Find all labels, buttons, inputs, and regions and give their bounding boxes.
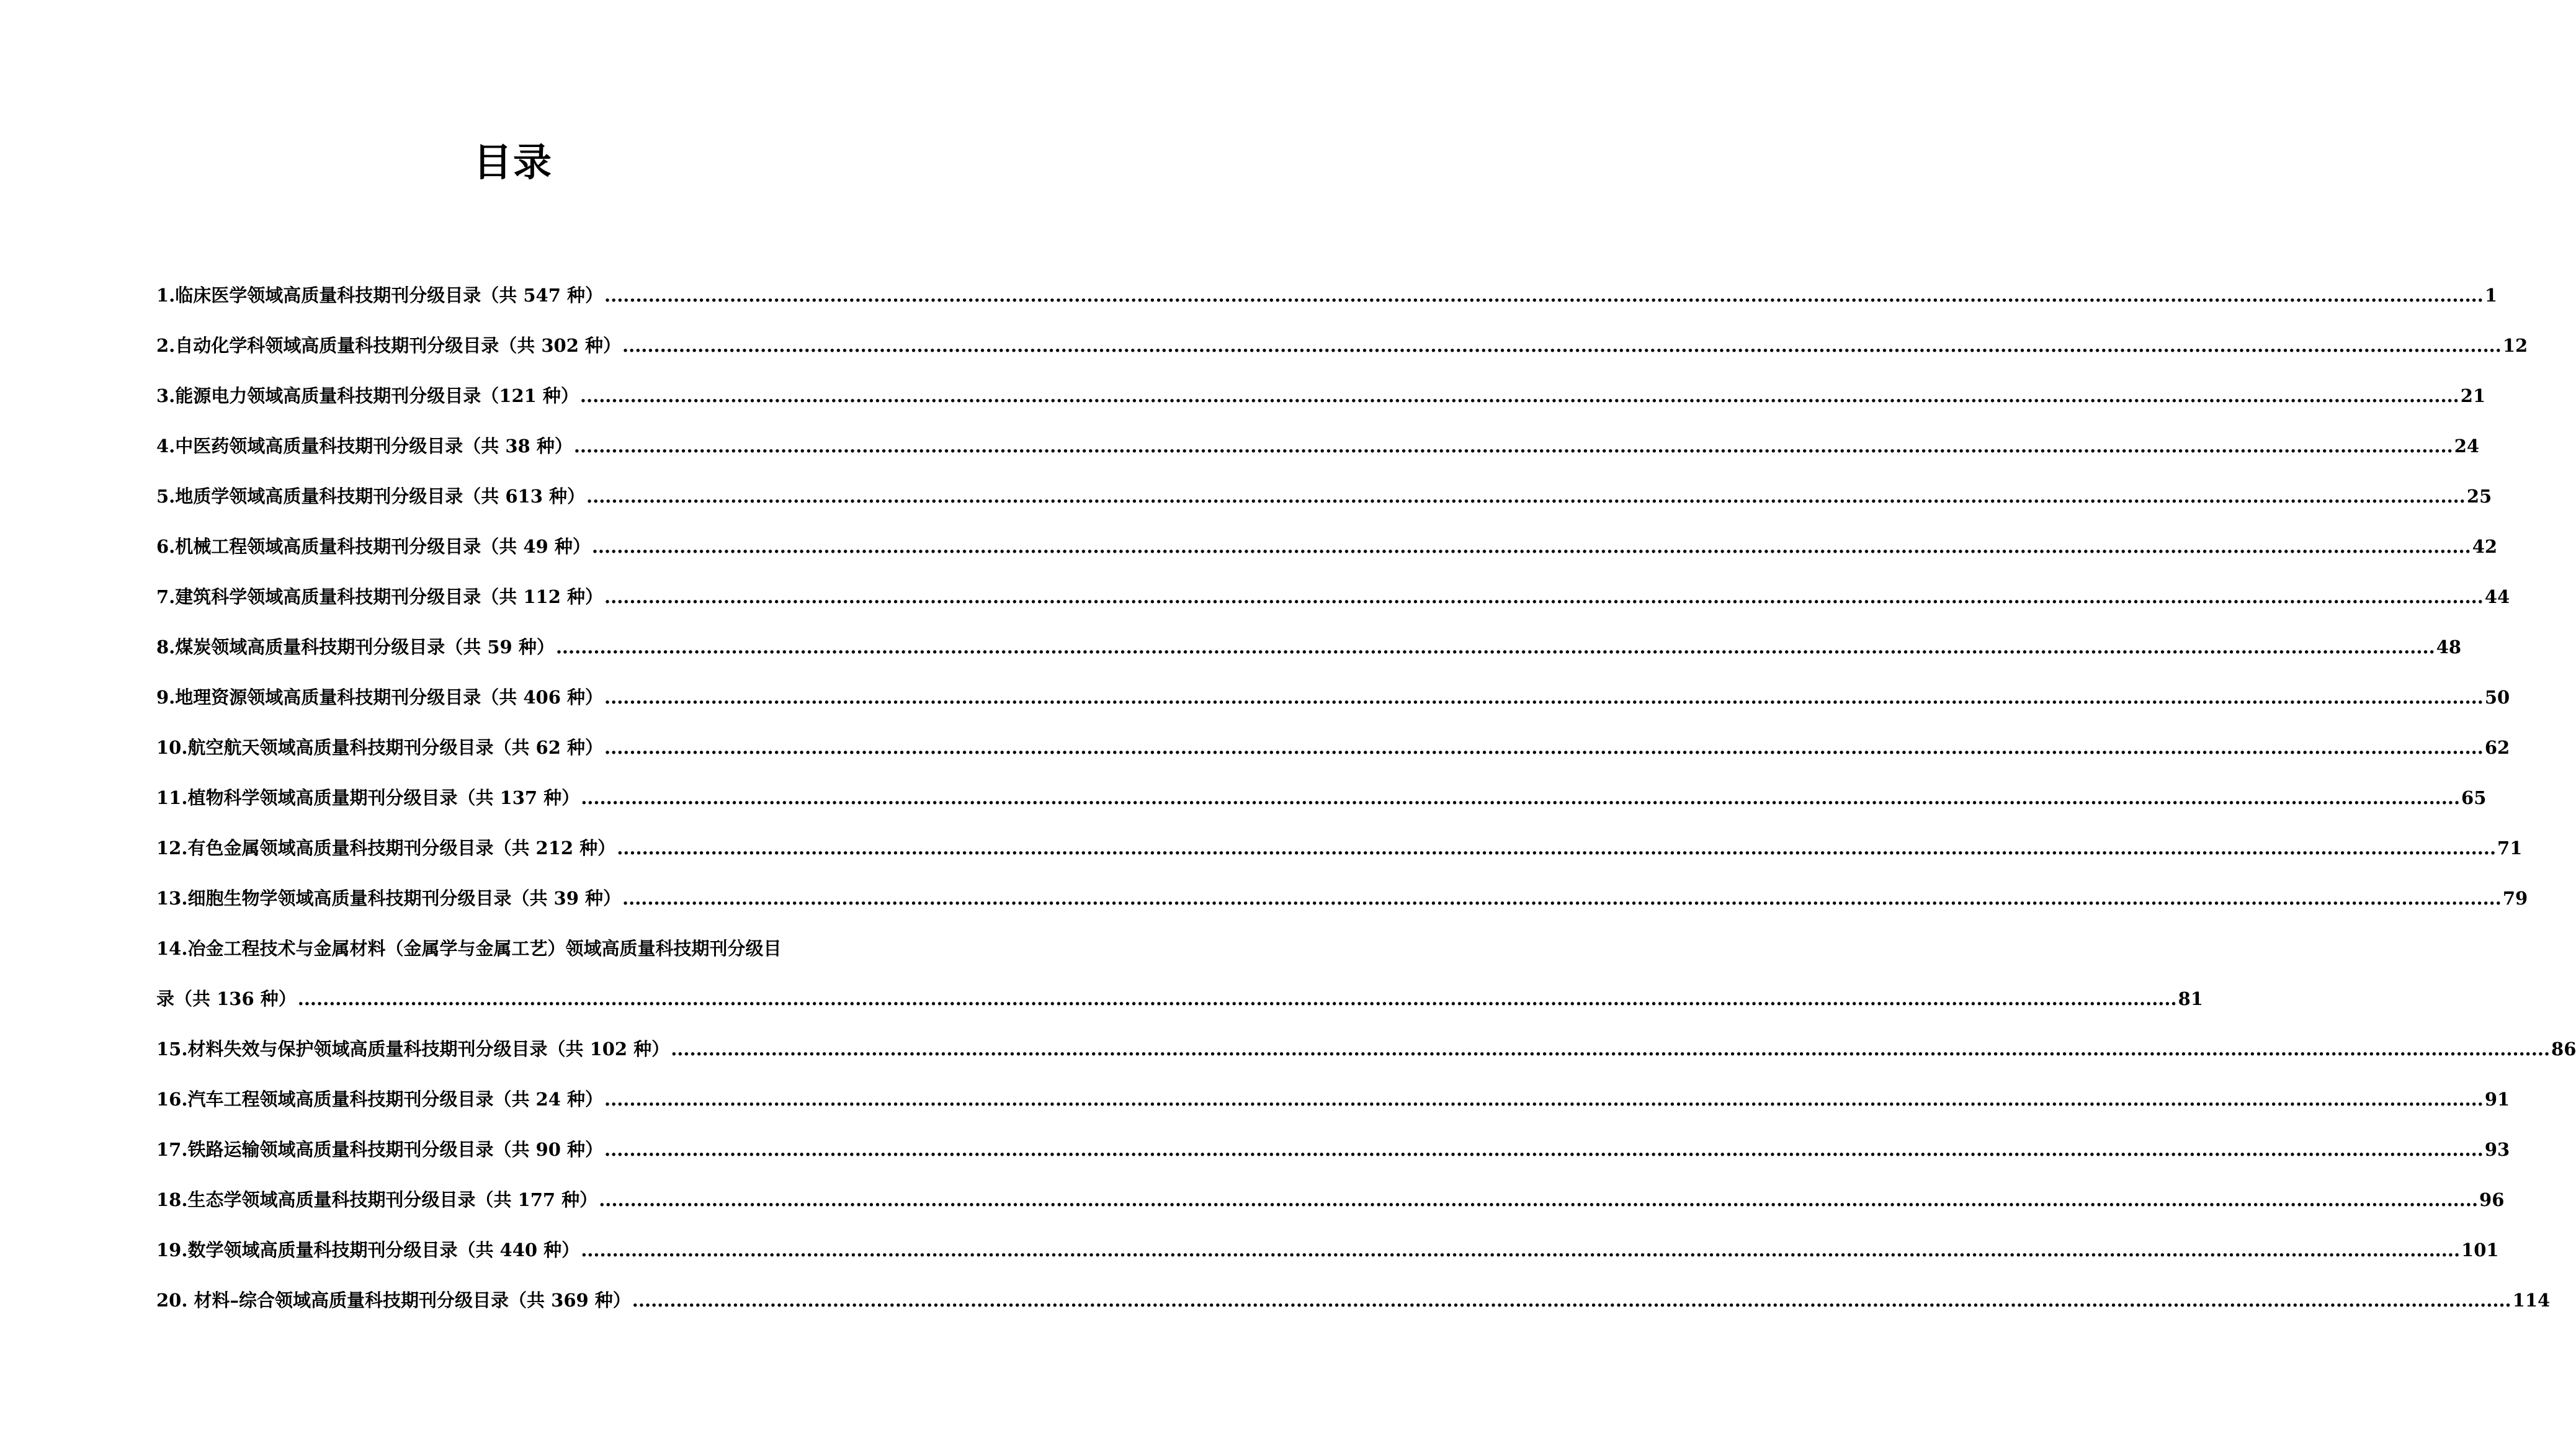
toc-entry-title: 11.植物科学领域高质量期刊分级目录（共 137 种） (156, 787, 580, 808)
toc-page-number: 62 (2484, 737, 2510, 758)
dot-leader: ............................................................................................................................................................................................................................................................................................................ (581, 787, 2461, 808)
toc-page-number: 42 (2472, 536, 2498, 557)
dot-leader: ............................................................................................................................................................................................................................................................................................................ (671, 1038, 2551, 1060)
toc-entry-7[interactable] (156, 586, 2510, 608)
dot-leader: ............................................................................................................................................................................................................................................................................................................ (604, 1089, 2484, 1110)
toc-page-number: 114 (2512, 1290, 2551, 1311)
toc-entry-2[interactable] (156, 334, 2528, 357)
toc-page-number: 12 (2502, 335, 2528, 356)
toc-entry-10[interactable] (156, 736, 2510, 759)
toc-entry-title: 3.能源电力领域高质量科技期刊分级目录（121 种） (156, 385, 579, 406)
toc-page-number: 44 (2484, 586, 2510, 607)
toc-entry-title: 8.煤炭领域高质量科技期刊分级目录（共 59 种） (156, 636, 555, 658)
toc-page-number: 93 (2484, 1139, 2510, 1160)
toc-page-number: 48 (2436, 636, 2462, 658)
toc-entry-20[interactable] (156, 1289, 2551, 1311)
toc-entry-title-line-1: 14.冶金工程技术与金属材料（金属学与金属工艺）领域高质量科技期刊分级目 (156, 938, 782, 959)
dot-leader: ............................................................................................................................................................................................................................................................................................................ (555, 636, 2435, 658)
dot-leader: ............................................................................................................................................................................................................................................................................................................ (604, 687, 2484, 708)
toc-entry-title: 16.汽车工程领域高质量科技期刊分级目录（共 24 种） (156, 1089, 604, 1110)
toc-entry-9[interactable] (156, 686, 2510, 708)
toc-page-number: 50 (2484, 687, 2510, 708)
toc-entry-title: 5.地质学领域高质量科技期刊分级目录（共 613 种） (156, 486, 586, 507)
toc-page-number: 101 (2461, 1239, 2499, 1261)
toc-entry-title: 9.地理资源领域高质量科技期刊分级目录（共 406 种） (156, 687, 604, 708)
dot-leader: ............................................................................................................................................................................................................................................................................................................ (617, 837, 2497, 859)
toc-entry-title: 13.细胞生物学领域高质量科技期刊分级目录（共 39 种） (156, 888, 622, 909)
toc-page-number: 65 (2461, 787, 2487, 808)
toc-entry-title: 6.机械工程领域高质量科技期刊分级目录（共 49 种） (156, 536, 591, 557)
toc-entry-6[interactable] (156, 535, 2498, 558)
toc-page-number: 21 (2460, 385, 2486, 406)
toc-page-number: 86 (2551, 1038, 2576, 1060)
dot-leader: ............................................................................................................................................................................................................................................................................................................ (632, 1290, 2511, 1311)
toc-entry-title: 15.材料失效与保护领域高质量科技期刊分级目录（共 102 种） (156, 1038, 670, 1060)
toc-entry-19[interactable] (156, 1239, 2499, 1261)
toc-page-number: 96 (2479, 1189, 2505, 1210)
toc-page-number: 91 (2484, 1089, 2510, 1110)
toc-entry-title: 12.有色金属领域高质量科技期刊分级目录（共 212 种） (156, 837, 616, 859)
dot-leader: ............................................................................................................................................................................................................................................................................................................ (604, 737, 2484, 758)
toc-entry-title: 4.中医药领域高质量科技期刊分级目录（共 38 种） (156, 435, 573, 457)
dot-leader: ............................................................................................................................................................................................................................................................................................................ (579, 385, 2459, 406)
dot-leader: ............................................................................................................................................................................................................................................................................................................ (591, 536, 2471, 557)
toc-entry-3[interactable] (156, 385, 2486, 407)
toc-entry-8[interactable] (156, 636, 2462, 658)
dot-leader: ............................................................................................................................................................................................................................................................................................................ (604, 285, 2484, 306)
toc-entry-1[interactable] (156, 284, 2498, 306)
toc-entry-12[interactable] (156, 837, 2523, 859)
dot-leader: ............................................................................................................................................................................................................................................................................................................ (604, 1139, 2484, 1160)
toc-entry-16[interactable] (156, 1088, 2510, 1110)
toc-page-number: 81 (2178, 988, 2203, 1009)
toc-entry-14[interactable] (156, 937, 2203, 1010)
dot-leader: ............................................................................................................................................................................................................................................................................................................ (297, 988, 2177, 1009)
toc-page-number: 79 (2502, 888, 2528, 909)
toc-entry-title: 录（共 136 种） (156, 988, 297, 1009)
table-of-contents (156, 284, 2576, 1339)
dot-leader: ............................................................................................................................................................................................................................................................................................................ (622, 335, 2502, 356)
toc-entry-5[interactable] (156, 485, 2492, 507)
toc-entry-11[interactable] (156, 787, 2487, 809)
dot-leader: ............................................................................................................................................................................................................................................................................................................ (622, 888, 2502, 909)
toc-page-number: 24 (2454, 435, 2480, 457)
toc-entry-title: 19.数学领域高质量科技期刊分级目录（共 440 种） (156, 1239, 580, 1261)
toc-entry-13[interactable] (156, 887, 2528, 909)
toc-entry-17[interactable] (156, 1138, 2510, 1161)
toc-page-number: 71 (2497, 837, 2523, 859)
dot-leader: ............................................................................................................................................................................................................................................................................................................ (604, 586, 2484, 607)
toc-entry-title: 18.生态学领域高质量科技期刊分级目录（共 177 种） (156, 1189, 598, 1210)
dot-leader: ............................................................................................................................................................................................................................................................................................................ (586, 486, 2466, 507)
dot-leader: ............................................................................................................................................................................................................................................................................................................ (573, 435, 2453, 457)
dot-leader: ............................................................................................................................................................................................................................................................................................................ (599, 1189, 2479, 1210)
toc-entry-4[interactable] (156, 435, 2480, 457)
toc-entry-title: 10.航空航天领域高质量科技期刊分级目录（共 62 种） (156, 737, 604, 758)
toc-entry-18[interactable] (156, 1189, 2505, 1211)
toc-entry-title: 20. 材料–综合领域高质量科技期刊分级目录（共 369 种） (156, 1290, 631, 1311)
dot-leader: ............................................................................................................................................................................................................................................................................................................ (581, 1239, 2461, 1261)
toc-page-number: 1 (2484, 285, 2498, 306)
toc-entry-title: 17.铁路运输领域高质量科技期刊分级目录（共 90 种） (156, 1139, 604, 1160)
toc-page-number: 25 (2466, 486, 2492, 507)
toc-entry-15[interactable] (156, 1038, 2576, 1060)
page-title: 目录 (473, 140, 553, 185)
toc-entry-title: 7.建筑科学领域高质量科技期刊分级目录（共 112 种） (156, 586, 604, 607)
toc-entry-title: 1.临床医学领域高质量科技期刊分级目录（共 547 种） (156, 285, 604, 306)
toc-entry-title: 2.自动化学科领域高质量科技期刊分级目录（共 302 种） (156, 335, 622, 356)
